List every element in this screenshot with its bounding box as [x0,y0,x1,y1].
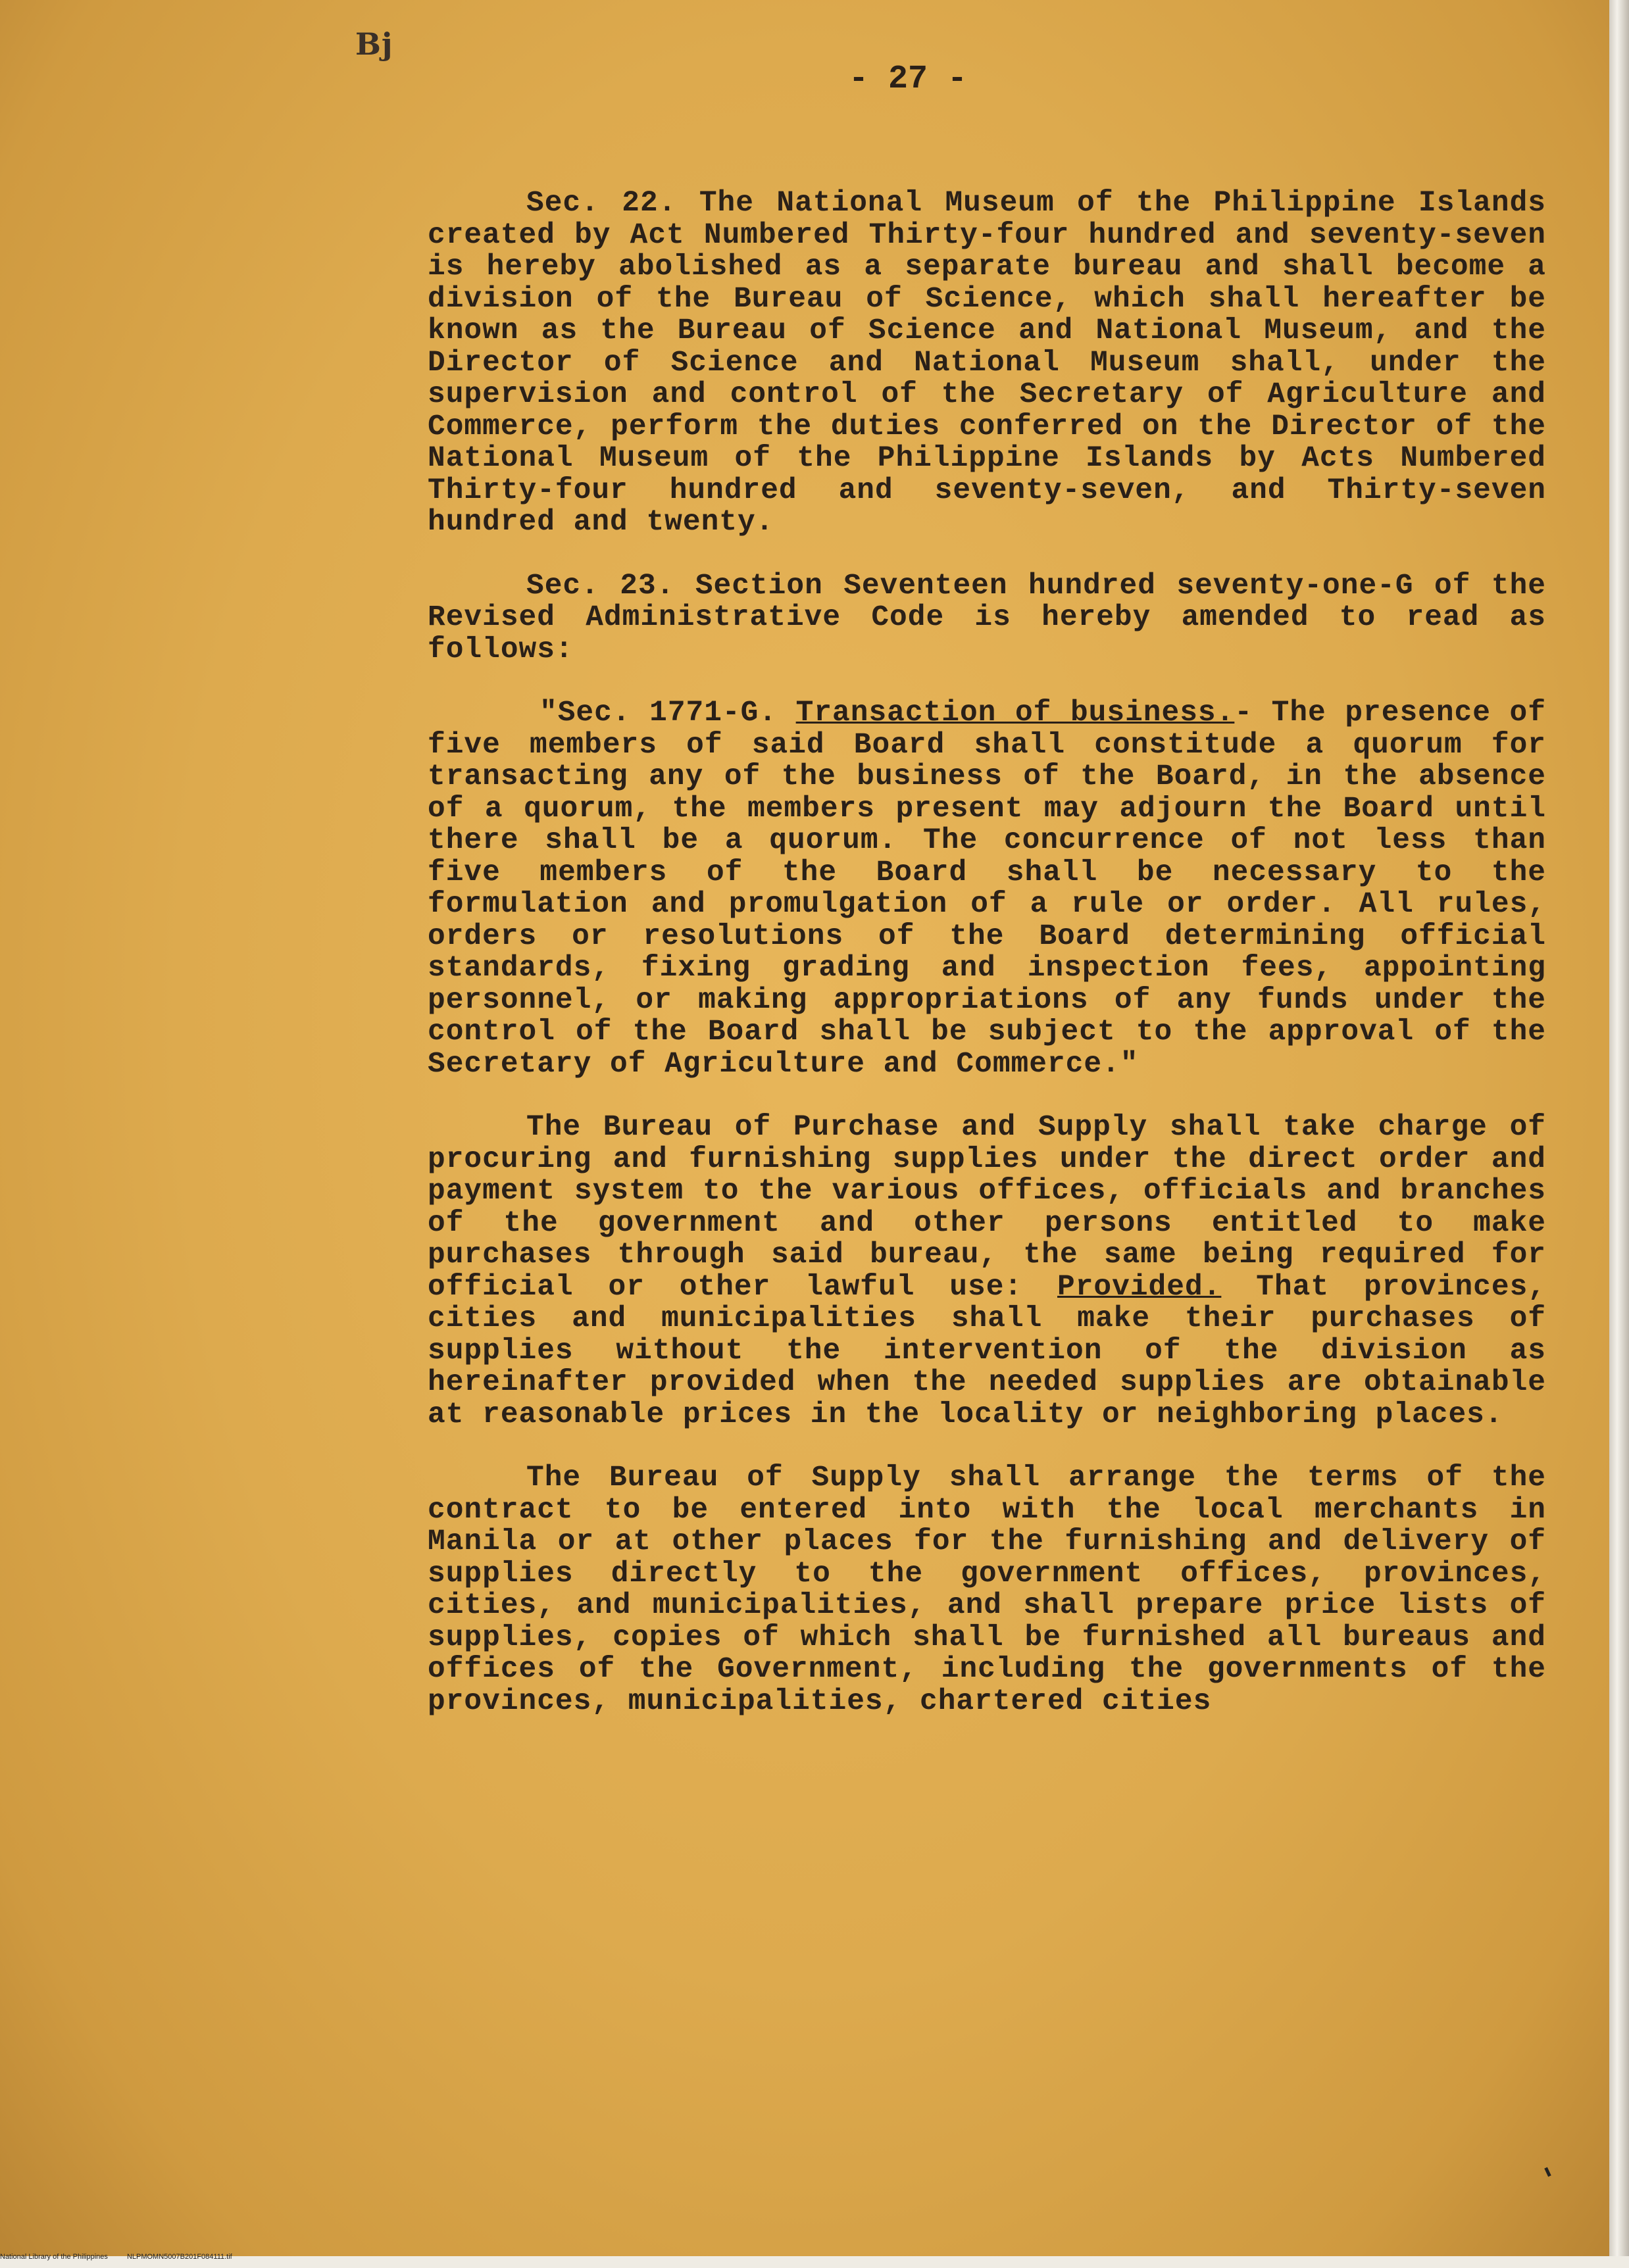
quote-body: - The presence of five members of said Board shall constitude a quorum for transacting any of the business of the Board, in the absence of a quorum, the members present may adjourn the Board until there shall be a quorum. The concurrence of not less than five members of the Board shall be necessary to the formulation and promulgation of a rule or order. All rules, orders or resolutions of the Board determining official standards, fixing grading and inspection fees, appointing personnel, or making appropriations of any funds under the control of the Board shall be subject to the approval of the Secretary of Agriculture and Commerce." [428,697,1546,1081]
quote-lead: "Sec. 1771-G. [539,697,778,729]
purchase-supply-paragraph [428,1112,1546,1431]
provided-clause: Provided. [1057,1270,1222,1304]
page-number: - 27 - [849,61,968,98]
ink-mark [1544,2167,1551,2177]
scan-edge [1609,0,1629,2268]
section-22-paragraph: Sec. 22. The National Museum of the Philippine Islands created by Act Numbered Thirty-four hundred and seventy-seven is hereby abolished as a separate bureau and shall become a division of the Bureau of Science, which shall hereafter be known as the Bureau of Science and National Museum, and the Director of Science and National Museum shall, under the supervision and control of the Secretary of Agriculture and Commerce, perform the duties conferred on the Director of the National Museum of the Philippine Islands by Acts Numbered Thirty-four hundred and seventy-seven, and Thirty-seven hundred and twenty. [428,187,1546,539]
page-marker: Bj [355,26,393,62]
footer-library: National Library of the Philippines [0,2253,108,2261]
footer-file-id: NLPMOMN5007B201F084111.tif [126,2253,232,2261]
quote-heading: Transaction of business. [795,697,1235,729]
quoted-section-1771g [428,697,1546,1080]
purchase-before: The Bureau of Purchase and Supply shall take charge of procuring and furnishing supplies under the direct order and payment system to the various offices, officials and branches of the government and other persons entitled to make purchases through said bureau, the same being required for official or other lawful use: [428,1111,1546,1304]
bureau-supply-paragraph: The Bureau of Supply shall arrange the terms of the contract to be entered into with the local merchants in Manila or at other places for the furnishing and delivery of supplies directly to the government offices, provinces, cities, and municipalities, and shall prepare price lists of supplies, copies of which shall be furnished all bureaus and offices of the Government, including the governments of the provinces, municipalities, chartered cities [428,1462,1546,1718]
document-body [428,187,1546,1749]
scan-footer [0,2253,249,2261]
purchase-after: That provinces, cities and municipalities shall make their purchases of supplies without the intervention of the division as hereinafter provided when the needed supplies are obtainable at reasonable prices in the locality or neighboring places. [428,1270,1546,1431]
section-23-paragraph: Sec. 23. Section Seventeen hundred seventy-one-G of the Revised Administrative Code is hereby amended to read as follows: [428,569,1546,666]
